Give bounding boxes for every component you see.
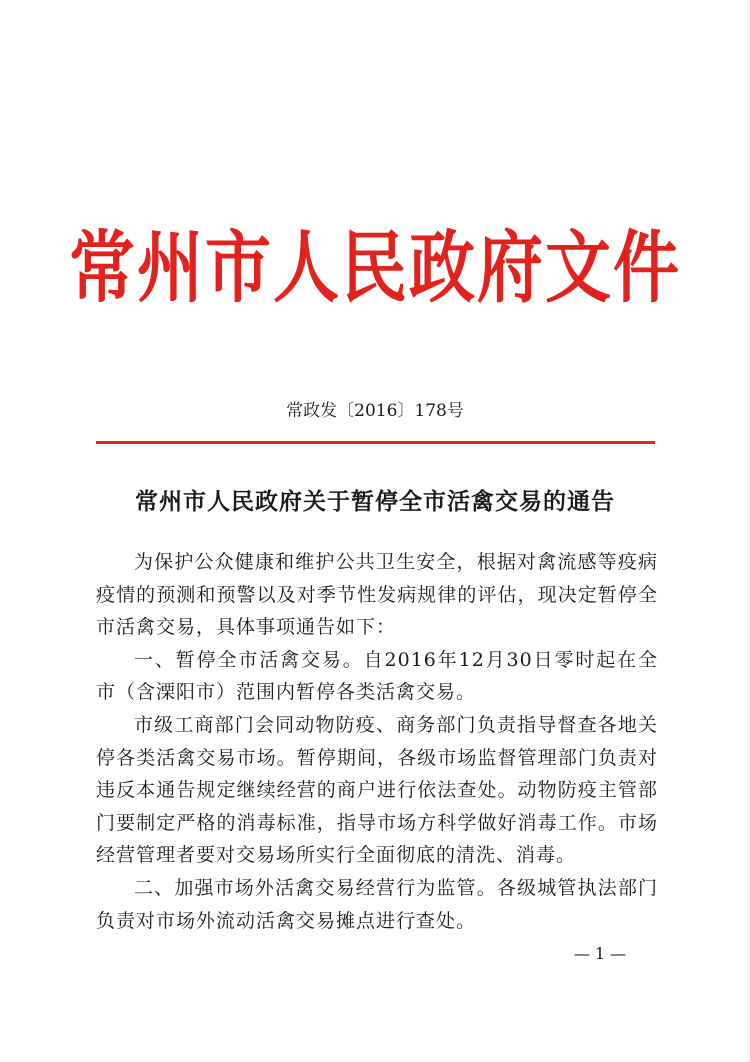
- notice-title: 常州市人民政府关于暂停全市活禽交易的通告: [135, 489, 615, 515]
- body-paragraph-item-1: 一、暂停全市活禽交易。自2016年12月30日零时起在全市（含溧阳市）范围内暂停各类活禽交易。: [96, 648, 658, 704]
- red-divider-line: [96, 441, 655, 444]
- document-number: 常政发〔2016〕178号: [286, 401, 464, 421]
- notice-body: [96, 546, 658, 937]
- body-paragraph-item-1-detail: 市级工商部门会同动物防疫、商务部门负责指导督查各地关停各类活禽交易市场。暂停期间，各级市场监督管理部门负责对违反本通告规定继续经营的商户进行依法查处。动物防疫主管部门要制定严格的消毒标准，指导市场方科学做好消毒工作。市场经营管理者要对交易场所实行全面彻底的清洗、消毒。: [96, 713, 658, 867]
- page-edge: [742, 0, 750, 1062]
- body-paragraph-item-2: 二、加强市场外活禽交易经营行为监管。各级城管执法部门负责对市场外流动活禽交易摊点进行查处。: [96, 876, 658, 932]
- page-number: — 1 —: [573, 944, 627, 963]
- body-paragraph-intro: 为保护公众健康和维护公共卫生安全，根据对禽流感等疫病疫情的预测和预警以及对季节性发病规律的评估，现决定暂停全市活禽交易，具体事项通告如下：: [96, 551, 658, 639]
- document-masthead: 常州市人民政府文件: [69, 221, 681, 314]
